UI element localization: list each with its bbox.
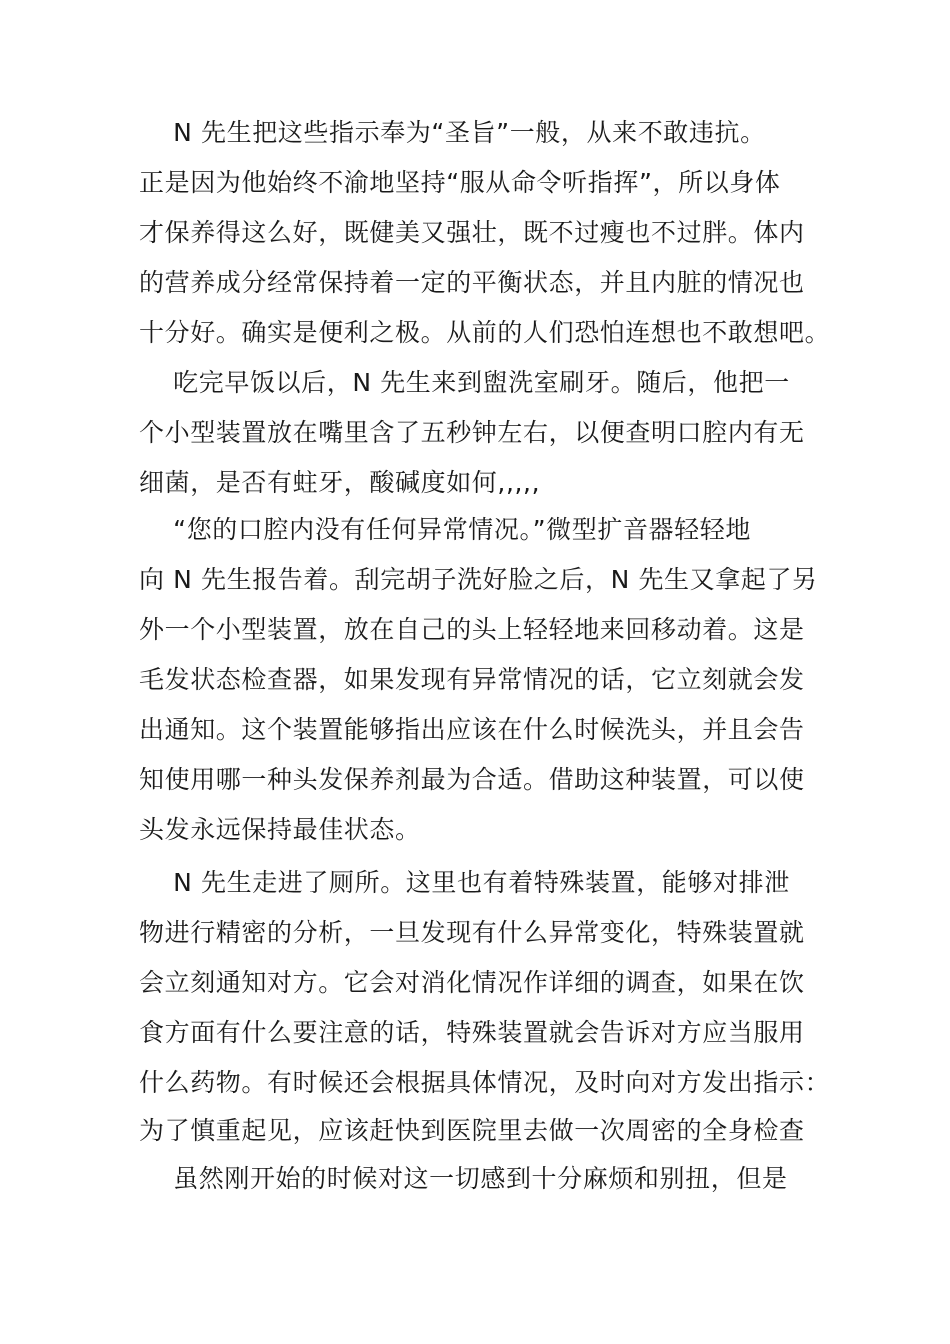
text-line: 毛发状态检查器，如果发现有异常情况的话，它立刻就会发 (139, 665, 805, 694)
text-line: 才保养得这么好，既健美又强壮，既不过瘦也不过胖。体内 (139, 218, 805, 247)
text-line: 细菌，是否有蛀牙，酸碱度如何,,,,, (139, 468, 541, 497)
text-line: N 先生把这些指示奉为“圣旨”一般，从来不敢违抗。 (139, 118, 766, 147)
text-line: 外一个小型装置，放在自己的头上轻轻地来回移动着。这是 (139, 615, 805, 644)
text-line: 物进行精密的分析，一旦发现有什么异常变化，特殊装置就 (139, 918, 805, 947)
text-line: 的营养成分经常保持着一定的平衡状态，并且内脏的情况也 (139, 268, 805, 297)
text-line: 为了慎重起见，应该赶快到医院里去做一次周密的全身检查 (139, 1116, 805, 1145)
text-line: 个小型装置放在嘴里含了五秒钟左右，以便查明口腔内有无 (139, 418, 805, 447)
text-line: “您的口腔内没有任何异常情况。”微型扩音器轻轻地 (139, 515, 751, 544)
text-line: 知使用哪一种头发保养剂最为合适。借助这种装置，可以使 (139, 765, 805, 794)
text-line: 吃完早饭以后，N 先生来到盥洗室刷牙。随后，他把一 (139, 368, 790, 397)
text-line: 什么药物。有时候还会根据具体情况，及时向对方发出指示： (139, 1068, 831, 1097)
text-line: 向 N 先生报告着。刮完胡子洗好脸之后，N 先生又拿起了另 (139, 565, 818, 594)
text-line: 正是因为他始终不渝地坚持“服从命令听指挥”，所以身体 (139, 168, 781, 197)
text-line: N 先生走进了厕所。这里也有着特殊装置，能够对排泄 (139, 868, 790, 897)
text-line: 出通知。这个装置能够指出应该在什么时候洗头，并且会告 (139, 715, 805, 744)
text-line: 十分好。确实是便利之极。从前的人们恐怕连想也不敢想吧。 (139, 318, 831, 347)
text-line: 头发永远保持最佳状态。 (139, 815, 421, 844)
text-line: 虽然刚开始的时候对这一切感到十分麻烦和别扭，但是 (139, 1164, 788, 1193)
text-line: 食方面有什么要注意的话，特殊装置就会告诉对方应当服用 (139, 1018, 805, 1047)
text-line: 会立刻通知对方。它会对消化情况作详细的调查，如果在饮 (139, 968, 805, 997)
